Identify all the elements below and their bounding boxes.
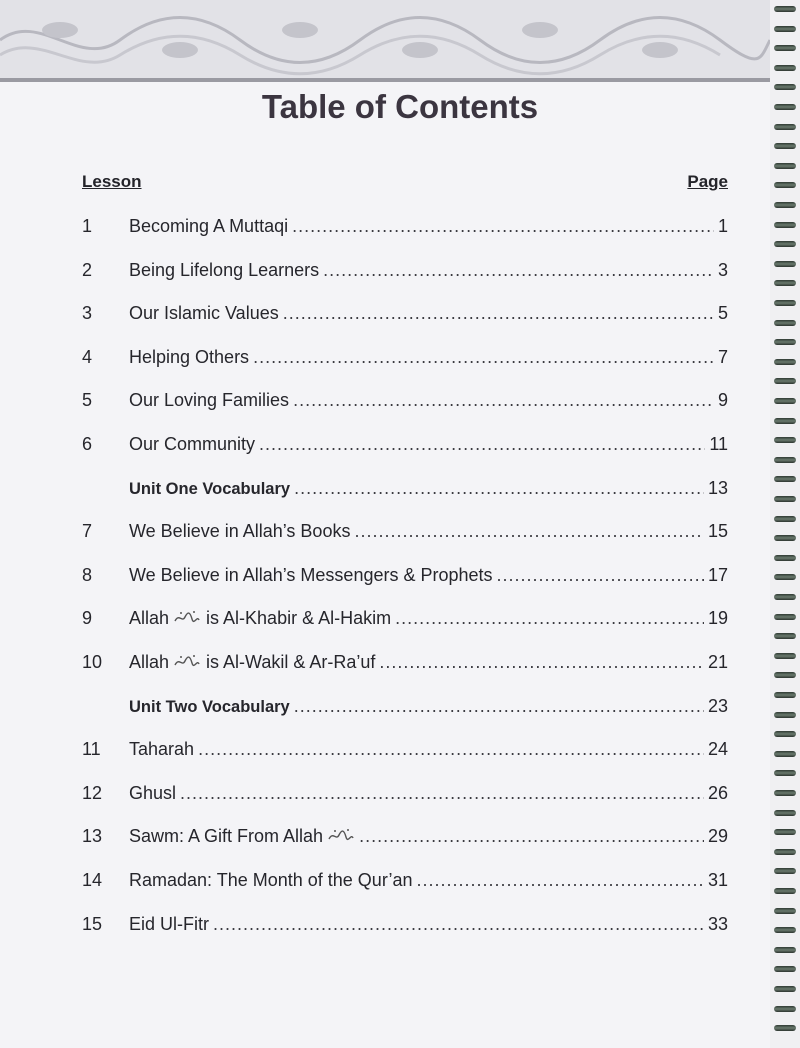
page-number: 3 [717, 259, 728, 280]
lesson-title [129, 554, 493, 598]
lesson-number: 15 [82, 913, 103, 934]
page-number: 21 [707, 651, 728, 672]
lesson-title-text: Helping Others [129, 346, 250, 367]
binding-ring [774, 614, 796, 620]
lesson-column-header: Lesson [82, 172, 142, 191]
lesson-title-text: Ramadan: The Month of the Qur’an [129, 869, 413, 890]
dot-leader [259, 423, 705, 467]
lesson-title-text: Becoming A Muttaqi [129, 216, 289, 236]
binding-ring [774, 633, 796, 639]
binding-ring [774, 339, 796, 345]
toc-row [82, 379, 728, 423]
binding-ring [774, 849, 796, 855]
binding-ring [774, 65, 796, 71]
lesson-number: 3 [82, 303, 93, 324]
binding-ring [774, 202, 796, 208]
lesson-title [129, 249, 319, 293]
lesson-title [129, 292, 279, 336]
binding-ring [774, 770, 796, 776]
binding-ring [774, 1025, 796, 1031]
dot-leader [294, 467, 704, 511]
page-number: 26 [707, 782, 728, 803]
page-number: 1 [717, 216, 728, 236]
lesson-title [129, 641, 375, 685]
page-number: 23 [707, 695, 728, 716]
lesson-number: 9 [82, 608, 93, 629]
binding-ring [774, 6, 796, 12]
toc-row [82, 815, 728, 859]
dot-leader [294, 685, 704, 729]
binding-ring [774, 143, 796, 149]
arabic-calligraphy-icon [173, 642, 201, 658]
page-number: 19 [707, 608, 728, 629]
page-number: 24 [707, 739, 728, 760]
spiral-binding [770, 0, 800, 1048]
binding-ring [774, 359, 796, 365]
binding-ring [774, 692, 796, 698]
toc-row [82, 903, 728, 947]
lesson-title-text: Being Lifelong Learners [129, 259, 320, 280]
lesson-number: 2 [82, 259, 93, 280]
lesson-title [129, 815, 355, 859]
binding-ring [774, 535, 796, 541]
toc-row [82, 554, 728, 598]
lesson-title [129, 336, 249, 380]
page-number: 9 [717, 390, 728, 411]
binding-ring [774, 751, 796, 757]
lesson-title [129, 205, 288, 249]
binding-ring [774, 908, 796, 914]
binding-ring [774, 378, 796, 384]
binding-ring [774, 45, 796, 51]
binding-ring [774, 712, 796, 718]
lesson-title-text: Ghusl [129, 782, 177, 803]
dot-leader [379, 641, 704, 685]
page-number: 5 [717, 303, 728, 324]
binding-ring [774, 320, 796, 326]
binding-ring [774, 555, 796, 561]
page-title: Table of Contents [261, 88, 539, 125]
lesson-number: 13 [82, 826, 103, 847]
dot-leader [213, 903, 704, 947]
page-column-header: Page [687, 172, 728, 191]
binding-ring [774, 731, 796, 737]
binding-ring [774, 1006, 796, 1012]
lesson-number: 6 [82, 433, 93, 454]
dot-leader [323, 249, 714, 293]
binding-ring [774, 496, 796, 502]
dot-leader [293, 379, 714, 423]
page-number: 33 [707, 913, 728, 934]
dot-leader [354, 510, 704, 554]
lesson-number: 1 [82, 216, 93, 236]
lesson-title-text: We Believe in Allah’s Messengers & Prophets [129, 564, 493, 585]
lesson-title [129, 597, 391, 641]
lesson-title [129, 423, 255, 467]
lesson-title-text: Allah [129, 608, 170, 629]
binding-ring [774, 104, 796, 110]
binding-ring [774, 868, 796, 874]
binding-ring [774, 84, 796, 90]
lesson-title [129, 686, 290, 730]
toc-row [82, 641, 728, 685]
binding-ring [774, 241, 796, 247]
binding-ring [774, 437, 796, 443]
dot-leader [497, 554, 704, 598]
page-number: 31 [707, 869, 728, 890]
toc-unit-row [82, 467, 728, 511]
binding-ring [774, 182, 796, 188]
binding-ring [774, 790, 796, 796]
lesson-title-text: Our Loving Families [129, 390, 290, 411]
binding-ring [774, 124, 796, 130]
lesson-number: 14 [82, 869, 103, 890]
binding-ring [774, 222, 796, 228]
lesson-title [129, 468, 290, 512]
lesson-title [129, 903, 209, 947]
lesson-title-text: Eid Ul-Fitr [129, 913, 209, 934]
page-number: 13 [707, 477, 728, 498]
lesson-title-text: Allah [129, 651, 170, 672]
dot-leader [253, 336, 714, 380]
binding-ring [774, 947, 796, 953]
lesson-title [129, 728, 194, 772]
page-number: 15 [707, 521, 728, 542]
dot-leader [198, 728, 704, 772]
page-number: 17 [707, 564, 728, 585]
dot-leader [180, 772, 704, 816]
lesson-number: 5 [82, 390, 93, 411]
dot-leader [283, 292, 714, 336]
lesson-title-text: Unit Two Vocabulary [129, 697, 290, 716]
lesson-number: 7 [82, 521, 93, 542]
arabic-calligraphy-icon [327, 816, 355, 832]
binding-ring [774, 300, 796, 306]
arabic-calligraphy-icon [173, 598, 201, 614]
table-of-contents [82, 205, 728, 946]
lesson-title-text: Our Islamic Values [129, 303, 279, 324]
toc-row [82, 423, 728, 467]
lesson-title-text-after: is Al-Khabir & Al-Hakim [206, 608, 392, 629]
binding-ring [774, 829, 796, 835]
lesson-title-text: We Believe in Allah’s Books [129, 521, 351, 542]
binding-ring [774, 26, 796, 32]
lesson-title-text: Unit One Vocabulary [129, 479, 291, 498]
lesson-title [129, 510, 350, 554]
binding-ring [774, 457, 796, 463]
binding-ring [774, 163, 796, 169]
toc-row [82, 859, 728, 903]
toc-row [82, 728, 728, 772]
binding-ring [774, 574, 796, 580]
dot-leader [359, 815, 704, 859]
dot-leader [395, 597, 704, 641]
toc-unit-row [82, 685, 728, 729]
lesson-number: 12 [82, 782, 103, 803]
toc-row [82, 292, 728, 336]
lesson-title-text: Taharah [129, 739, 195, 760]
lesson-title-text-after: is Al-Wakil & Ar-Ra’uf [206, 651, 376, 672]
toc-row [82, 772, 728, 816]
binding-ring [774, 516, 796, 522]
binding-ring [774, 476, 796, 482]
binding-ring [774, 398, 796, 404]
lesson-number: 4 [82, 346, 93, 367]
toc-row [82, 510, 728, 554]
toc-row [82, 249, 728, 293]
lesson-number: 10 [82, 651, 103, 672]
binding-ring [774, 418, 796, 424]
binding-ring [774, 810, 796, 816]
toc-row [82, 336, 728, 380]
binding-ring [774, 986, 796, 992]
lesson-title-text: Our Community [129, 433, 256, 454]
page-number: 7 [717, 346, 728, 367]
dot-leader [292, 205, 714, 249]
binding-ring [774, 280, 796, 286]
dot-leader [417, 859, 704, 903]
lesson-number: 11 [82, 739, 101, 760]
lesson-number: 8 [82, 564, 93, 585]
binding-ring [774, 888, 796, 894]
floral-pattern-icon [0, 0, 770, 78]
lesson-title-text: Sawm: A Gift From Allah [129, 826, 324, 847]
page-number: 29 [707, 826, 728, 847]
toc-row [82, 597, 728, 641]
binding-ring [774, 594, 796, 600]
binding-ring [774, 672, 796, 678]
toc-row [82, 205, 728, 249]
decorative-banner [0, 0, 770, 82]
binding-ring [774, 927, 796, 933]
binding-ring [774, 653, 796, 659]
lesson-title [129, 772, 176, 816]
binding-ring [774, 966, 796, 972]
lesson-title [129, 859, 413, 903]
lesson-title [129, 379, 289, 423]
binding-ring [774, 261, 796, 267]
page-number: 11 [709, 433, 728, 454]
